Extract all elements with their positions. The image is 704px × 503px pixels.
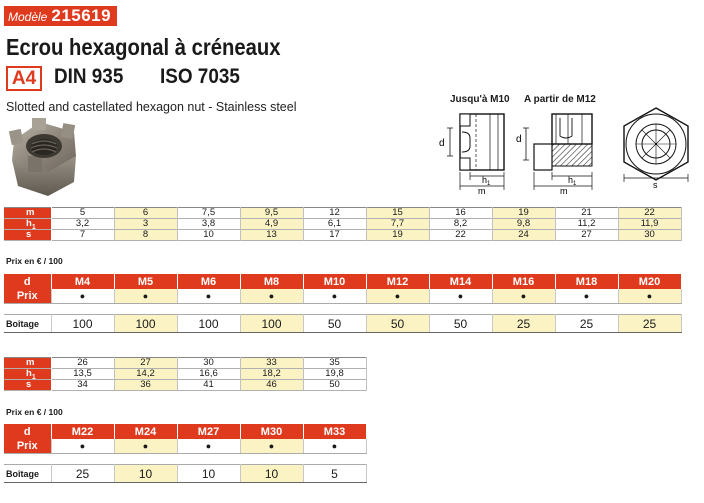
row-label-text: h [26,218,32,229]
size-header-cell: M24 [114,424,177,439]
dimension-cell: 6,1 [303,219,366,230]
diagram-large-nut [516,108,606,194]
size-header-cell: M33 [303,424,366,439]
boitage-cell: 10 [240,465,303,483]
dimension-cell: 30 [618,230,681,241]
row-label-text: s [26,229,32,240]
price-table-1 [4,274,682,333]
dimension-cell: 6 [114,208,177,219]
boitage-row [4,465,366,483]
boitage-cell: 5 [303,465,366,483]
prix-cell: ● [51,289,114,304]
dimension-cell: 41 [177,380,240,391]
dimension-cell: 14,2 [114,369,177,380]
prix-label: Prix [4,439,51,454]
boitage-cell: 10 [177,465,240,483]
dimension-cell: 9,5 [240,208,303,219]
dimension-cell: 27 [114,358,177,369]
size-header-cell: M8 [240,274,303,289]
dimension-cell: 19 [492,208,555,219]
dimension-cell: 13 [240,230,303,241]
price-caption-1: Prix en € / 100 [6,256,63,266]
dim-d-label: d [439,138,445,149]
boitage-label: Boîtage [4,315,51,333]
page-title: Ecrou hexagonal à créneaux [6,34,281,60]
boitage-cell: 100 [114,315,177,333]
prix-cell: ● [177,439,240,454]
row-label-text: h [26,368,32,379]
prix-cell: ● [492,289,555,304]
dimension-row-h1 [4,369,366,380]
dimension-cell: 10 [177,230,240,241]
boitage-cell: 25 [51,465,114,483]
dim-h1-label-2: $h_1$ [568,175,577,187]
dimension-row-m [4,208,681,219]
standard-din: DIN 935 [54,65,124,88]
dimension-cell: 11,2 [555,219,618,230]
row-label-text: m [26,357,35,368]
row-label [4,369,51,380]
size-header-cell: M27 [177,424,240,439]
dimension-cell: 7,5 [177,208,240,219]
dimension-cell: 34 [51,380,114,391]
dimension-cell: 21 [555,208,618,219]
spacer-row [4,304,681,315]
material-badge: A4 [6,66,42,91]
prix-cell: ● [555,289,618,304]
boitage-cell: 50 [303,315,366,333]
size-header-label: d [4,274,51,289]
row-label-text: s [26,379,32,390]
dimension-cell: 5 [51,208,114,219]
prix-cell: ● [114,289,177,304]
prix-cell: ● [114,439,177,454]
prix-cell: ● [303,289,366,304]
size-header-cell: M10 [303,274,366,289]
row-label [4,380,51,391]
size-header-cell: M16 [492,274,555,289]
dimension-cell: 7,7 [366,219,429,230]
prix-cell: ● [51,439,114,454]
dimension-cell: 17 [303,230,366,241]
dimension-cell: 18,2 [240,369,303,380]
boitage-cell: 100 [240,315,303,333]
size-header-cell: M22 [51,424,114,439]
dimension-cell: 19 [366,230,429,241]
dimension-row-s [4,380,366,391]
row-label [4,219,51,230]
model-label: Modèle [8,10,48,24]
dimension-row-h1 [4,219,681,230]
prix-cell: ● [240,289,303,304]
dimension-cell: 8 [114,230,177,241]
model-number: 215619 [51,6,112,25]
dimension-cell: 8,2 [429,219,492,230]
prix-cell: ● [366,289,429,304]
dimension-cell: 7 [51,230,114,241]
dimensions-table-2 [4,357,367,391]
row-label-sub: 1 [31,373,36,380]
size-header-cell: M14 [429,274,492,289]
diagram-label-small: Jusqu'à M10 [450,94,510,105]
prix-label: Prix [4,289,51,304]
dimension-cell: 19,8 [303,369,366,380]
size-header-row [4,424,366,439]
dimension-cell: 33 [240,358,303,369]
dimension-cell: 11,9 [618,219,681,230]
row-label [4,208,51,219]
dimension-cell: 12 [303,208,366,219]
row-label [4,358,51,369]
size-header-cell: M6 [177,274,240,289]
prix-cell: ● [303,439,366,454]
standard-iso: ISO 7035 [160,65,240,88]
size-header-row [4,274,681,289]
boitage-row [4,315,681,333]
dimension-row-s [4,230,681,241]
dimension-cell: 3,2 [51,219,114,230]
dimension-cell: 36 [114,380,177,391]
diagram-small-nut [436,108,526,194]
size-header-label: d [4,424,51,439]
model-badge [4,6,117,26]
diagram-top-view [616,104,696,188]
dimension-cell: 35 [303,358,366,369]
dimension-cell: 3,8 [177,219,240,230]
dimension-cell: 22 [618,208,681,219]
dimension-cell: 50 [303,380,366,391]
row-label-sub: 1 [31,223,36,230]
boitage-cell: 50 [366,315,429,333]
size-header-cell: M12 [366,274,429,289]
size-header-cell: M4 [51,274,114,289]
dimension-cell: 3 [114,219,177,230]
row-label [4,230,51,241]
boitage-cell: 10 [114,465,177,483]
nut-photo [4,116,84,198]
dim-d-label-2: d [516,134,522,145]
dimensions-table-1 [4,207,682,241]
dimension-cell: 15 [366,208,429,219]
boitage-cell: 50 [429,315,492,333]
prix-row [4,439,366,454]
prix-row [4,289,681,304]
price-caption-2: Prix en € / 100 [6,407,63,417]
dimension-row-m [4,358,366,369]
dim-s-label: s [653,180,658,188]
prix-cell: ● [177,289,240,304]
dimension-cell: 16,6 [177,369,240,380]
boitage-cell: 100 [177,315,240,333]
boitage-cell: 25 [555,315,618,333]
boitage-cell: 25 [618,315,681,333]
diagram-label-large: A partir de M12 [524,94,596,105]
prix-cell: ● [240,439,303,454]
size-header-cell: M18 [555,274,618,289]
dimension-cell: 27 [555,230,618,241]
spacer-row [4,454,366,465]
dimension-cell: 30 [177,358,240,369]
row-label-text: m [26,207,35,218]
spacer-cell [4,454,366,465]
size-header-cell: M30 [240,424,303,439]
price-table-2 [4,424,367,483]
dimension-cell: 24 [492,230,555,241]
product-subtitle: Slotted and castellated hexagon nut - Stainless steel [6,100,297,114]
boitage-cell: 25 [492,315,555,333]
dimension-cell: 16 [429,208,492,219]
spacer-cell [4,304,681,315]
boitage-cell: 100 [51,315,114,333]
dimension-cell: 13,5 [51,369,114,380]
dim-m-label-2: m [560,186,568,194]
boitage-label: Boîtage [4,465,51,483]
size-header-cell: M5 [114,274,177,289]
dim-m-label: m [478,186,486,194]
dim-h1-label: $h_1$ [482,175,491,187]
dimension-cell: 4,9 [240,219,303,230]
prix-cell: ● [429,289,492,304]
size-header-cell: M20 [618,274,681,289]
dimension-cell: 26 [51,358,114,369]
dimension-cell: 9,8 [492,219,555,230]
dimension-cell: 22 [429,230,492,241]
prix-cell: ● [618,289,681,304]
dimension-cell: 46 [240,380,303,391]
